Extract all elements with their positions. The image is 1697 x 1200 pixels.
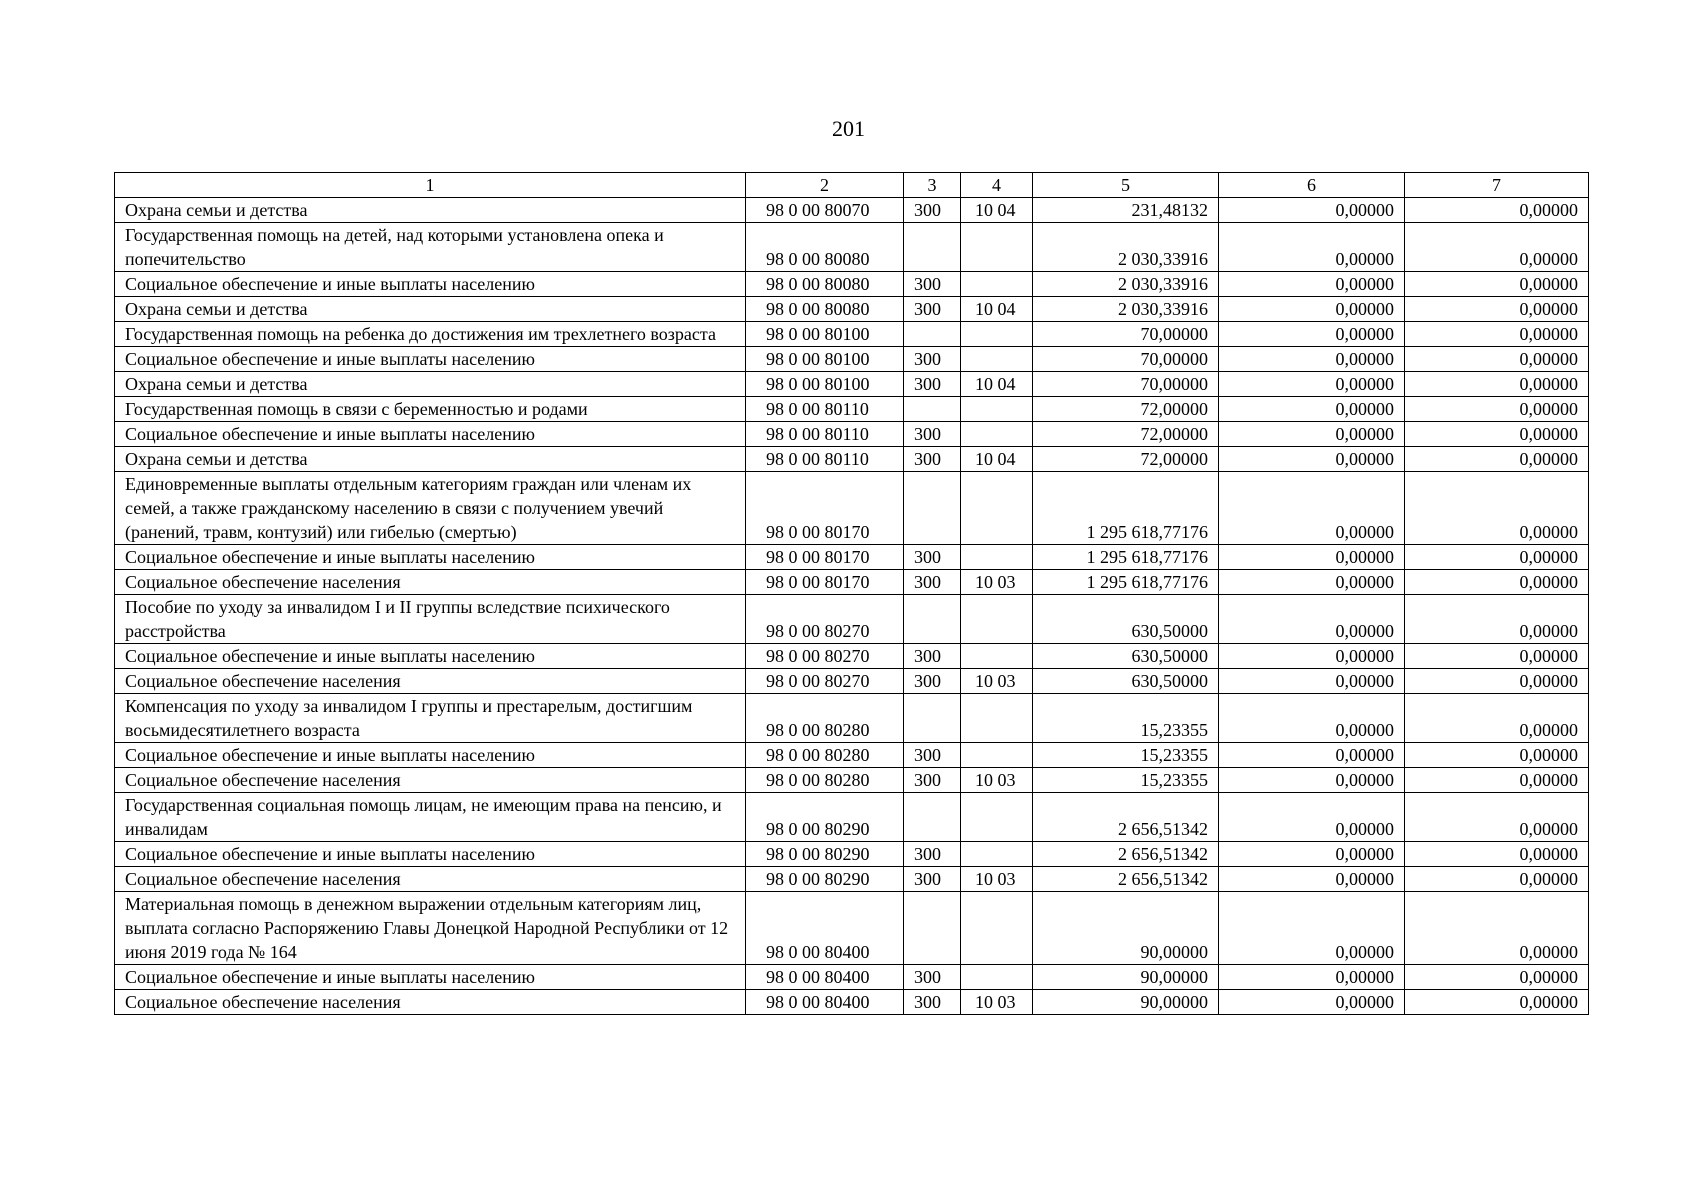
expense-group-cell: 300 (904, 347, 961, 372)
expense-group-cell: 300 (904, 198, 961, 223)
amount-col7-cell: 0,00000 (1405, 422, 1589, 447)
section-code-cell: 10 03 (961, 570, 1033, 595)
section-code-cell: 10 04 (961, 372, 1033, 397)
expense-group-cell: 300 (904, 447, 961, 472)
amount-col5-cell: 90,00000 (1033, 965, 1219, 990)
amount-col5-cell: 1 295 618,77176 (1033, 545, 1219, 570)
expense-group-cell: 300 (904, 990, 961, 1015)
amount-col5-cell: 15,23355 (1033, 743, 1219, 768)
amount-col6-cell: 0,00000 (1219, 793, 1405, 842)
row-name-cell: Социальное обеспечение и иные выплаты населению (115, 842, 746, 867)
expense-group-cell (904, 322, 961, 347)
amount-col5-cell: 1 295 618,77176 (1033, 570, 1219, 595)
amount-col6-cell: 0,00000 (1219, 768, 1405, 793)
target-code-cell: 98 0 00 80170 (746, 545, 904, 570)
row-name-cell: Социальное обеспечение населения (115, 669, 746, 694)
amount-col6-cell: 0,00000 (1219, 644, 1405, 669)
expense-group-cell (904, 694, 961, 743)
row-name-cell: Социальное обеспечение и иные выплаты населению (115, 965, 746, 990)
amount-col5-cell: 2 656,51342 (1033, 867, 1219, 892)
table-row (115, 347, 1589, 372)
section-code-cell (961, 397, 1033, 422)
table-row (115, 768, 1589, 793)
table-row (115, 595, 1589, 644)
target-code-cell: 98 0 00 80290 (746, 867, 904, 892)
amount-col5-cell: 2 030,33916 (1033, 272, 1219, 297)
table-header-row (115, 173, 1589, 198)
target-code-cell: 98 0 00 80170 (746, 472, 904, 545)
amount-col5-cell: 2 030,33916 (1033, 223, 1219, 272)
target-code-cell: 98 0 00 80070 (746, 198, 904, 223)
amount-col7-cell: 0,00000 (1405, 322, 1589, 347)
expense-group-cell: 300 (904, 965, 961, 990)
row-name-cell: Государственная помощь на ребенка до достижения им трехлетнего возраста (115, 322, 746, 347)
row-name-cell: Государственная социальная помощь лицам, не имеющим права на пенсию, и инвалидам (115, 793, 746, 842)
table-row (115, 272, 1589, 297)
row-name-cell: Социальное обеспечение и иные выплаты населению (115, 272, 746, 297)
target-code-cell: 98 0 00 80080 (746, 297, 904, 322)
amount-col6-cell: 0,00000 (1219, 545, 1405, 570)
section-code-cell: 10 03 (961, 990, 1033, 1015)
amount-col5-cell: 1 295 618,77176 (1033, 472, 1219, 545)
row-name-cell: Социальное обеспечение населения (115, 867, 746, 892)
section-code-cell (961, 842, 1033, 867)
table-row (115, 447, 1589, 472)
table-row (115, 198, 1589, 223)
table-row (115, 545, 1589, 570)
amount-col5-cell: 2 656,51342 (1033, 793, 1219, 842)
amount-col7-cell: 0,00000 (1405, 892, 1589, 965)
amount-col5-cell: 70,00000 (1033, 372, 1219, 397)
amount-col5-cell: 72,00000 (1033, 447, 1219, 472)
amount-col6-cell: 0,00000 (1219, 347, 1405, 372)
target-code-cell: 98 0 00 80400 (746, 990, 904, 1015)
expense-group-cell (904, 892, 961, 965)
amount-col6-cell: 0,00000 (1219, 570, 1405, 595)
target-code-cell: 98 0 00 80100 (746, 347, 904, 372)
amount-col5-cell: 2 030,33916 (1033, 297, 1219, 322)
amount-col5-cell: 2 656,51342 (1033, 842, 1219, 867)
amount-col6-cell: 0,00000 (1219, 223, 1405, 272)
target-code-cell: 98 0 00 80080 (746, 272, 904, 297)
expense-group-cell: 300 (904, 297, 961, 322)
amount-col5-cell: 70,00000 (1033, 347, 1219, 372)
target-code-cell: 98 0 00 80270 (746, 595, 904, 644)
amount-col6-cell: 0,00000 (1219, 990, 1405, 1015)
expense-group-cell: 300 (904, 768, 961, 793)
section-code-cell (961, 694, 1033, 743)
table-row (115, 372, 1589, 397)
expense-group-cell (904, 397, 961, 422)
amount-col5-cell: 231,48132 (1033, 198, 1219, 223)
row-name-cell: Социальное обеспечение населения (115, 570, 746, 595)
amount-col6-cell: 0,00000 (1219, 397, 1405, 422)
target-code-cell: 98 0 00 80280 (746, 768, 904, 793)
amount-col7-cell: 0,00000 (1405, 990, 1589, 1015)
target-code-cell: 98 0 00 80400 (746, 892, 904, 965)
column-header-3: 3 (904, 173, 961, 198)
amount-col7-cell: 0,00000 (1405, 447, 1589, 472)
amount-col7-cell: 0,00000 (1405, 372, 1589, 397)
amount-col5-cell: 72,00000 (1033, 422, 1219, 447)
amount-col7-cell: 0,00000 (1405, 347, 1589, 372)
expense-group-cell: 300 (904, 842, 961, 867)
amount-col6-cell: 0,00000 (1219, 965, 1405, 990)
target-code-cell: 98 0 00 80110 (746, 422, 904, 447)
amount-col7-cell: 0,00000 (1405, 570, 1589, 595)
row-name-cell: Социальное обеспечение и иные выплаты населению (115, 422, 746, 447)
amount-col6-cell: 0,00000 (1219, 372, 1405, 397)
expense-group-cell: 300 (904, 867, 961, 892)
amount-col6-cell: 0,00000 (1219, 743, 1405, 768)
amount-col7-cell: 0,00000 (1405, 198, 1589, 223)
expense-group-cell: 300 (904, 272, 961, 297)
column-header-7: 7 (1405, 173, 1589, 198)
row-name-cell: Социальное обеспечение и иные выплаты населению (115, 347, 746, 372)
row-name-cell: Охрана семьи и детства (115, 297, 746, 322)
table-row (115, 990, 1589, 1015)
table-row (115, 644, 1589, 669)
amount-col7-cell: 0,00000 (1405, 272, 1589, 297)
amount-col7-cell: 0,00000 (1405, 223, 1589, 272)
row-name-cell: Охрана семьи и детства (115, 447, 746, 472)
section-code-cell: 10 04 (961, 198, 1033, 223)
section-code-cell: 10 03 (961, 867, 1033, 892)
amount-col7-cell: 0,00000 (1405, 669, 1589, 694)
amount-col6-cell: 0,00000 (1219, 447, 1405, 472)
target-code-cell: 98 0 00 80290 (746, 793, 904, 842)
amount-col5-cell: 15,23355 (1033, 768, 1219, 793)
expense-group-cell (904, 223, 961, 272)
target-code-cell: 98 0 00 80400 (746, 965, 904, 990)
table-row (115, 842, 1589, 867)
amount-col7-cell: 0,00000 (1405, 297, 1589, 322)
target-code-cell: 98 0 00 80110 (746, 397, 904, 422)
budget-table (114, 172, 1589, 1015)
target-code-cell: 98 0 00 80080 (746, 223, 904, 272)
section-code-cell (961, 743, 1033, 768)
target-code-cell: 98 0 00 80170 (746, 570, 904, 595)
column-header-1: 1 (115, 173, 746, 198)
row-name-cell: Социальное обеспечение и иные выплаты населению (115, 743, 746, 768)
amount-col7-cell: 0,00000 (1405, 842, 1589, 867)
expense-group-cell (904, 472, 961, 545)
amount-col6-cell: 0,00000 (1219, 472, 1405, 545)
amount-col6-cell: 0,00000 (1219, 198, 1405, 223)
amount-col5-cell: 630,50000 (1033, 595, 1219, 644)
amount-col7-cell: 0,00000 (1405, 768, 1589, 793)
target-code-cell: 98 0 00 80280 (746, 694, 904, 743)
amount-col7-cell: 0,00000 (1405, 472, 1589, 545)
section-code-cell (961, 272, 1033, 297)
target-code-cell: 98 0 00 80290 (746, 842, 904, 867)
section-code-cell (961, 965, 1033, 990)
row-name-cell: Социальное обеспечение и иные выплаты населению (115, 644, 746, 669)
section-code-cell: 10 03 (961, 768, 1033, 793)
row-name-cell: Социальное обеспечение населения (115, 990, 746, 1015)
amount-col5-cell: 90,00000 (1033, 990, 1219, 1015)
section-code-cell: 10 03 (961, 669, 1033, 694)
expense-group-cell: 300 (904, 743, 961, 768)
section-code-cell (961, 422, 1033, 447)
amount-col7-cell: 0,00000 (1405, 397, 1589, 422)
table-row (115, 297, 1589, 322)
target-code-cell: 98 0 00 80100 (746, 372, 904, 397)
amount-col6-cell: 0,00000 (1219, 595, 1405, 644)
page-number: 201 (832, 116, 865, 141)
target-code-cell: 98 0 00 80110 (746, 447, 904, 472)
table-row (115, 793, 1589, 842)
section-code-cell (961, 892, 1033, 965)
amount-col7-cell: 0,00000 (1405, 694, 1589, 743)
amount-col5-cell: 15,23355 (1033, 694, 1219, 743)
table-row (115, 322, 1589, 347)
amount-col7-cell: 0,00000 (1405, 867, 1589, 892)
section-code-cell (961, 472, 1033, 545)
table-row (115, 694, 1589, 743)
target-code-cell: 98 0 00 80100 (746, 322, 904, 347)
row-name-cell: Охрана семьи и детства (115, 198, 746, 223)
target-code-cell: 98 0 00 80270 (746, 644, 904, 669)
row-name-cell: Охрана семьи и детства (115, 372, 746, 397)
table-row (115, 422, 1589, 447)
expense-group-cell: 300 (904, 669, 961, 694)
amount-col7-cell: 0,00000 (1405, 743, 1589, 768)
expense-group-cell (904, 793, 961, 842)
section-code-cell (961, 223, 1033, 272)
section-code-cell (961, 595, 1033, 644)
amount-col6-cell: 0,00000 (1219, 867, 1405, 892)
column-header-5: 5 (1033, 173, 1219, 198)
amount-col5-cell: 90,00000 (1033, 892, 1219, 965)
table-row (115, 743, 1589, 768)
row-name-cell: Пособие по уходу за инвалидом I и II группы вследствие психического расстройства (115, 595, 746, 644)
table-row (115, 397, 1589, 422)
amount-col6-cell: 0,00000 (1219, 322, 1405, 347)
column-header-6: 6 (1219, 173, 1405, 198)
target-code-cell: 98 0 00 80280 (746, 743, 904, 768)
expense-group-cell: 300 (904, 372, 961, 397)
section-code-cell (961, 347, 1033, 372)
row-name-cell: Материальная помощь в денежном выражении отдельным категориям лиц, выплата согласно Распоряжению Главы Донецкой Народной Республики от 12 июня 2019 года № 164 (115, 892, 746, 965)
expense-group-cell: 300 (904, 644, 961, 669)
amount-col7-cell: 0,00000 (1405, 545, 1589, 570)
table-row (115, 867, 1589, 892)
amount-col6-cell: 0,00000 (1219, 842, 1405, 867)
table-row (115, 223, 1589, 272)
section-code-cell: 10 04 (961, 447, 1033, 472)
row-name-cell: Государственная помощь на детей, над которыми установлена опека и попечительство (115, 223, 746, 272)
section-code-cell (961, 793, 1033, 842)
row-name-cell: Компенсация по уходу за инвалидом I группы и престарелым, достигшим восьмидесятилетнего возраста (115, 694, 746, 743)
amount-col6-cell: 0,00000 (1219, 272, 1405, 297)
amount-col6-cell: 0,00000 (1219, 669, 1405, 694)
section-code-cell (961, 322, 1033, 347)
target-code-cell: 98 0 00 80270 (746, 669, 904, 694)
amount-col5-cell: 70,00000 (1033, 322, 1219, 347)
amount-col7-cell: 0,00000 (1405, 644, 1589, 669)
column-header-4: 4 (961, 173, 1033, 198)
section-code-cell (961, 644, 1033, 669)
table-row (115, 669, 1589, 694)
column-header-2: 2 (746, 173, 904, 198)
row-name-cell: Единовременные выплаты отдельным категориям граждан или членам их семей, а также гражданскому населению в связи с получением увечий (ранений, травм, контузий) или гибелью (смертью) (115, 472, 746, 545)
section-code-cell: 10 04 (961, 297, 1033, 322)
expense-group-cell: 300 (904, 545, 961, 570)
row-name-cell: Социальное обеспечение населения (115, 768, 746, 793)
amount-col6-cell: 0,00000 (1219, 422, 1405, 447)
row-name-cell: Государственная помощь в связи с беременностью и родами (115, 397, 746, 422)
row-name-cell: Социальное обеспечение и иные выплаты населению (115, 545, 746, 570)
table-row (115, 570, 1589, 595)
amount-col6-cell: 0,00000 (1219, 694, 1405, 743)
expense-group-cell (904, 595, 961, 644)
amount-col5-cell: 72,00000 (1033, 397, 1219, 422)
table-row (115, 472, 1589, 545)
table-row (115, 892, 1589, 965)
amount-col5-cell: 630,50000 (1033, 644, 1219, 669)
table-body (115, 173, 1589, 1015)
table-row (115, 965, 1589, 990)
section-code-cell (961, 545, 1033, 570)
amount-col6-cell: 0,00000 (1219, 297, 1405, 322)
amount-col7-cell: 0,00000 (1405, 595, 1589, 644)
expense-group-cell: 300 (904, 422, 961, 447)
amount-col6-cell: 0,00000 (1219, 892, 1405, 965)
amount-col5-cell: 630,50000 (1033, 669, 1219, 694)
amount-col7-cell: 0,00000 (1405, 793, 1589, 842)
amount-col7-cell: 0,00000 (1405, 965, 1589, 990)
expense-group-cell: 300 (904, 570, 961, 595)
